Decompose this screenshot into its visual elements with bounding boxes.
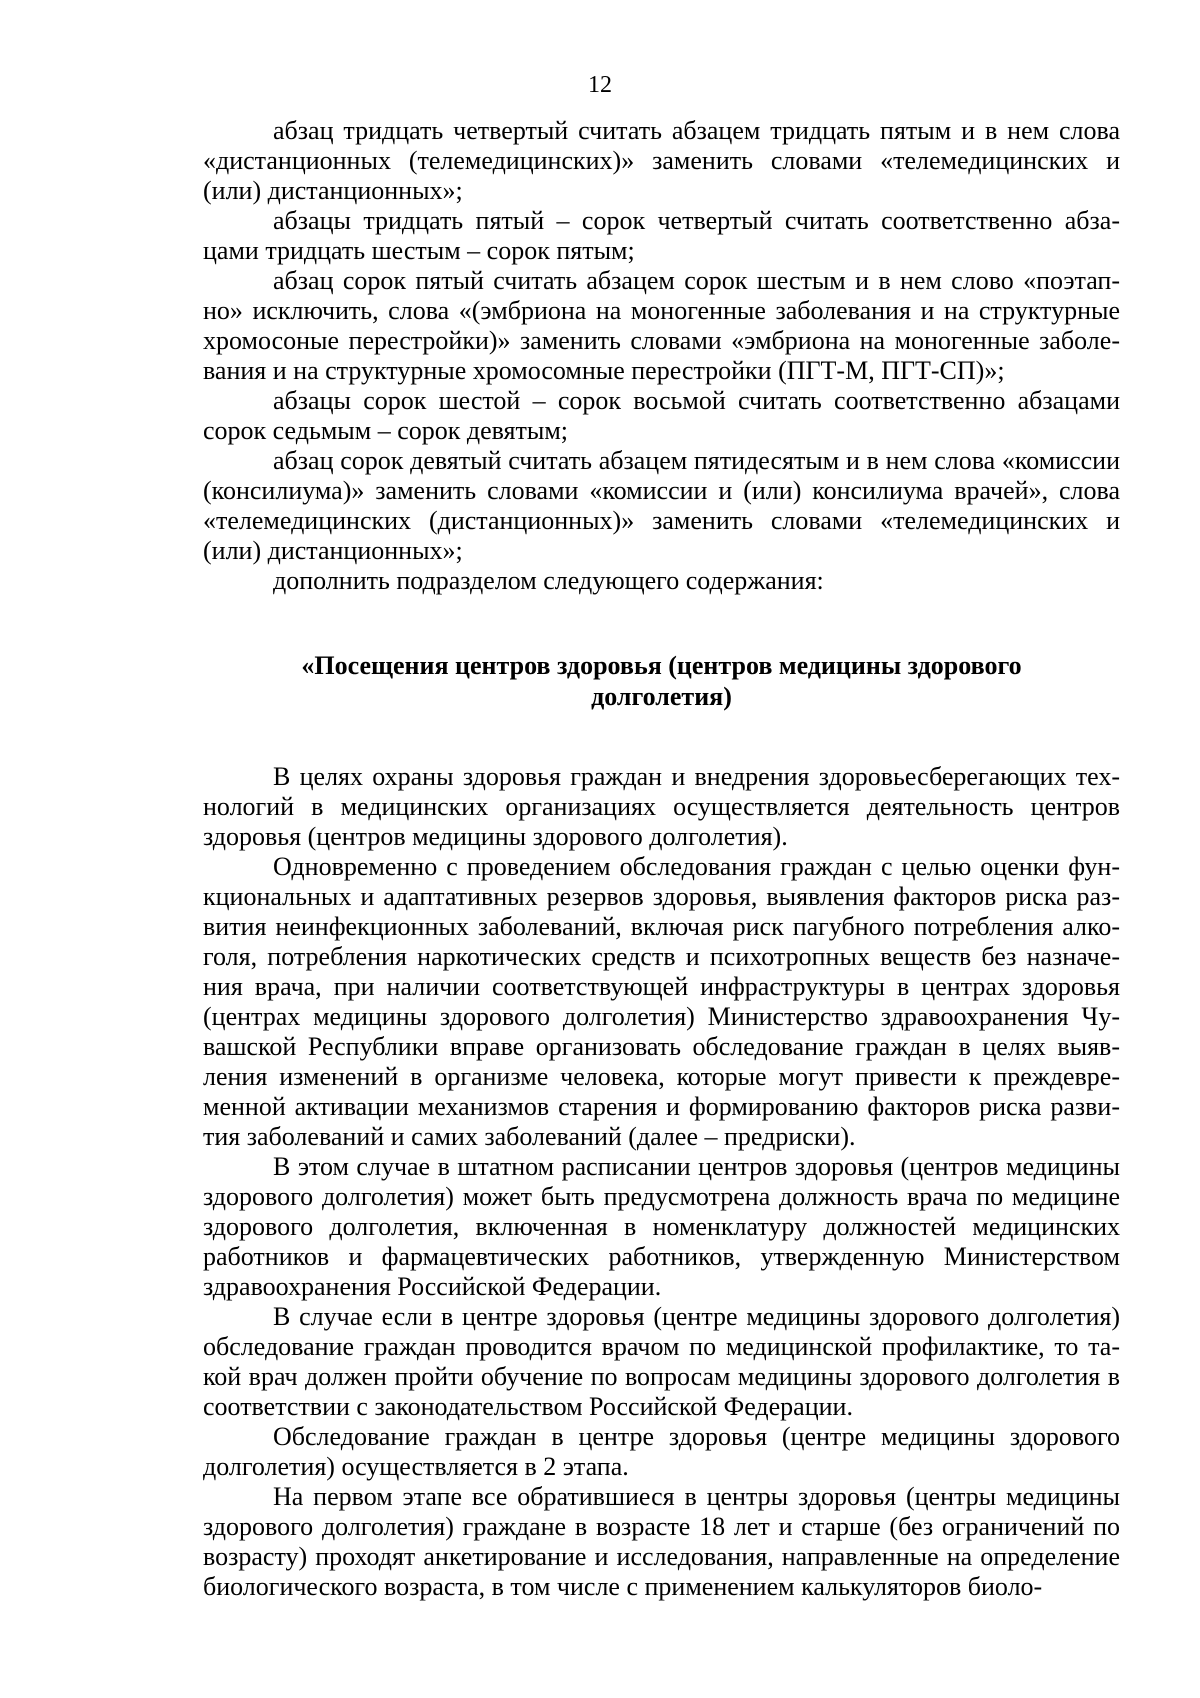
amendment-paragraph: абзацы сорок шестой – сорок восьмой считать соответственно абзацами сорок седьмым – сорок девятым; xyxy=(203,386,1120,445)
section-paragraph: На первом этапе все обратившиеся в центры здоровья (центры медицины здорового долголетия) граждане в возрасте 18 лет и старше (без ограничений по возрасту) проходят анкетирование и исследования, направленные на определение биологического возраста, в том числе с применением калькуляторов биоло- xyxy=(203,1482,1120,1601)
amendment-paragraph: абзац тридцать четвертый считать абзацем тридцать пятым и в нем слова «дистанционных (телемедицинских)» заменить словами «телемедицинских и (или) дистанционных»; xyxy=(203,116,1120,205)
section-paragraph: В целях охраны здоровья граждан и внедрения здоровьесберегающих технологий в медицинских организациях осуществляется деятельность центров здоровья (центров медицины здорового долголетия). xyxy=(203,762,1120,851)
amendment-paragraph: дополнить подразделом следующего содержания: xyxy=(273,566,824,595)
amendment-paragraph: абзац сорок девятый считать абзацем пятидесятым и в нем слова «комиссии (консилиума)» заменить словами «комиссии и (или) консилиума врачей», слова «телемедицинских (дистанционных)» заменить словами «телемедицинских и (или) дистанционных»; xyxy=(203,446,1120,565)
section-paragraph: Одновременно с проведением обследования граждан с целью оценки функциональных и адаптативных резервов здоровья, выявления факторов риска развития неинфекционных заболеваний, включая риск пагубного потребления алкоголя, потребления наркотических средств и психотропных веществ без назначения врача, при наличии соответствующей инфраструктуры в центрах здоровья (центрах медицины здорового долголетия) Министерство здравоохранения Чувашской Республики вправе организовать обследование граждан в целях выявления изменений в организме человека, которые могут привести к преждевременной активации механизмов старения и формированию факторов риска развития заболеваний и самих заболеваний (далее – предриски). xyxy=(203,852,1120,1151)
document-body xyxy=(203,116,1120,1602)
section-paragraph: Обследование граждан в центре здоровья (центре медицины здорового долголетия) осуществляется в 2 этапа. xyxy=(203,1422,1120,1481)
section-heading: «Посещения центров здоровья (центров медицины здорового долголетия) xyxy=(301,651,1022,711)
page-number: 12 xyxy=(588,72,612,98)
section-paragraph: В этом случае в штатном расписании центров здоровья (центров медицины здорового долголетия) может быть предусмотрена должность врача по медицине здорового долголетия, включенная в номенклатуру должностей медицинских работников и фармацевтических работников, утвержденную Министерством здравоохранения Российской Федерации. xyxy=(203,1152,1120,1301)
amendment-paragraph: абзацы тридцать пятый – сорок четвертый считать соответственно абзацами тридцать шестым – сорок пятым; xyxy=(203,206,1120,265)
section-paragraph: В случае если в центре здоровья (центре медицины здорового долголетия) обследование граждан проводится врачом по медицинской профилактике, то такой врач должен пройти обучение по вопросам медицины здорового долголетия в соответствии с законодательством Российской Федерации. xyxy=(203,1302,1120,1421)
amendment-paragraph: абзац сорок пятый считать абзацем сорок шестым и в нем слово «поэтапно» исключить, слова «(эмбриона на моногенные заболевания и на структурные хромосоные перестройки)» заменить словами «эмбриона на моногенные заболевания и на структурные хромосомные перестройки (ПГТ-М, ПГТ-СП)»; xyxy=(203,266,1120,385)
